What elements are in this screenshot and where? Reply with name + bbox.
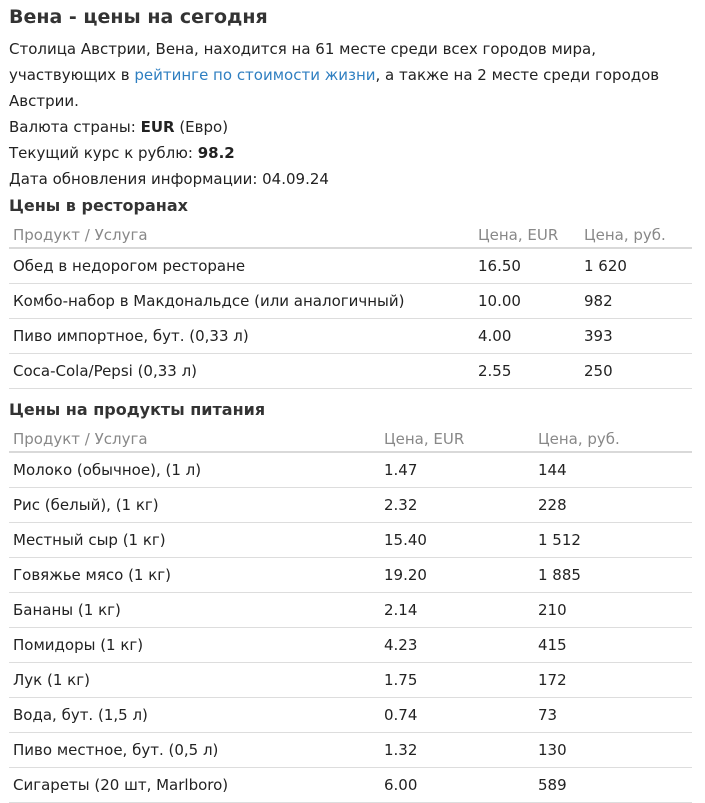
column-header-product: Продукт / Услуга	[9, 427, 380, 452]
table-row	[9, 488, 692, 523]
table-row	[9, 248, 692, 284]
updated-value: 04.09.24	[262, 170, 329, 188]
food-table	[9, 427, 692, 803]
table-row	[9, 698, 692, 733]
price-eur-cell: 4.23	[380, 628, 534, 663]
price-rub-cell: 1 620	[580, 248, 692, 284]
price-eur-cell: 15.40	[380, 523, 534, 558]
price-eur-cell: 10.00	[474, 284, 580, 319]
column-header-product: Продукт / Услуга	[9, 223, 474, 248]
price-rub-cell: 1 885	[534, 558, 692, 593]
price-rub-cell: 982	[580, 284, 692, 319]
product-cell: Пиво местное, бут. (0,5 л)	[9, 733, 380, 768]
product-cell: Coca-Cola/Pepsi (0,33 л)	[9, 354, 474, 389]
table-row	[9, 593, 692, 628]
currency-name: (Евро)	[174, 118, 229, 136]
price-rub-cell: 144	[534, 452, 692, 488]
price-rub-cell: 393	[580, 319, 692, 354]
product-cell: Местный сыр (1 кг)	[9, 523, 380, 558]
cost-of-living-rating-link[interactable]: рейтинге по стоимости жизни	[134, 66, 376, 84]
price-rub-cell: 415	[534, 628, 692, 663]
product-cell: Бананы (1 кг)	[9, 593, 380, 628]
product-cell: Молоко (обычное), (1 л)	[9, 452, 380, 488]
rate-line	[9, 140, 697, 166]
product-cell: Вода, бут. (1,5 л)	[9, 698, 380, 733]
price-rub-cell: 130	[534, 733, 692, 768]
updated-line	[9, 166, 697, 192]
food-heading: Цены на продукты питания	[9, 400, 266, 419]
table-header-row	[9, 427, 692, 452]
price-eur-cell: 6.00	[380, 768, 534, 803]
price-eur-cell: 2.14	[380, 593, 534, 628]
column-header-price-rub: Цена, руб.	[580, 223, 692, 248]
restaurants-table	[9, 223, 692, 389]
price-eur-cell: 1.47	[380, 452, 534, 488]
price-eur-cell: 19.20	[380, 558, 534, 593]
column-header-price-rub: Цена, руб.	[534, 427, 692, 452]
table-row	[9, 452, 692, 488]
table-row	[9, 558, 692, 593]
price-eur-cell: 0.74	[380, 698, 534, 733]
price-rub-cell: 1 512	[534, 523, 692, 558]
table-row	[9, 354, 692, 389]
price-rub-cell: 73	[534, 698, 692, 733]
page-title: Вена - цены на сегодня	[9, 6, 268, 28]
currency-label: Валюта страны:	[9, 118, 141, 136]
restaurants-heading: Цены в ресторанах	[9, 196, 188, 215]
table-row	[9, 523, 692, 558]
product-cell: Помидоры (1 кг)	[9, 628, 380, 663]
product-cell: Сигареты (20 шт, Marlboro)	[9, 768, 380, 803]
price-eur-cell: 4.00	[474, 319, 580, 354]
table-row	[9, 733, 692, 768]
product-cell: Комбо-набор в Макдональдсе (или аналогичный)	[9, 284, 474, 319]
price-rub-cell: 210	[534, 593, 692, 628]
currency-line	[9, 114, 697, 140]
product-cell: Рис (белый), (1 кг)	[9, 488, 380, 523]
intro-text-before: Столица Австрии, Вена, находится на 61 месте среди всех городов мира, участвующих в	[9, 40, 596, 84]
product-cell: Лук (1 кг)	[9, 663, 380, 698]
table-row	[9, 284, 692, 319]
price-eur-cell: 1.75	[380, 663, 534, 698]
currency-code: EUR	[140, 118, 175, 136]
rate-label: Текущий курс к рублю:	[9, 144, 198, 162]
updated-label: Дата обновления информации:	[9, 170, 263, 188]
intro-text-after: , а также на 2 месте среди городов Австрии.	[9, 66, 660, 110]
table-row	[9, 319, 692, 354]
table-row	[9, 663, 692, 698]
table-header-row	[9, 223, 692, 248]
table-row	[9, 628, 692, 663]
price-eur-cell: 2.32	[380, 488, 534, 523]
price-rub-cell: 172	[534, 663, 692, 698]
rate-value: 98.2	[197, 144, 235, 162]
intro-paragraph	[9, 36, 697, 114]
price-eur-cell: 1.32	[380, 733, 534, 768]
product-cell: Пиво импортное, бут. (0,33 л)	[9, 319, 474, 354]
price-eur-cell: 2.55	[474, 354, 580, 389]
column-header-price-eur: Цена, EUR	[474, 223, 580, 248]
product-cell: Обед в недорогом ресторане	[9, 248, 474, 284]
price-rub-cell: 589	[534, 768, 692, 803]
table-row	[9, 768, 692, 803]
product-cell: Говяжье мясо (1 кг)	[9, 558, 380, 593]
price-rub-cell: 250	[580, 354, 692, 389]
price-rub-cell: 228	[534, 488, 692, 523]
price-eur-cell: 16.50	[474, 248, 580, 284]
column-header-price-eur: Цена, EUR	[380, 427, 534, 452]
